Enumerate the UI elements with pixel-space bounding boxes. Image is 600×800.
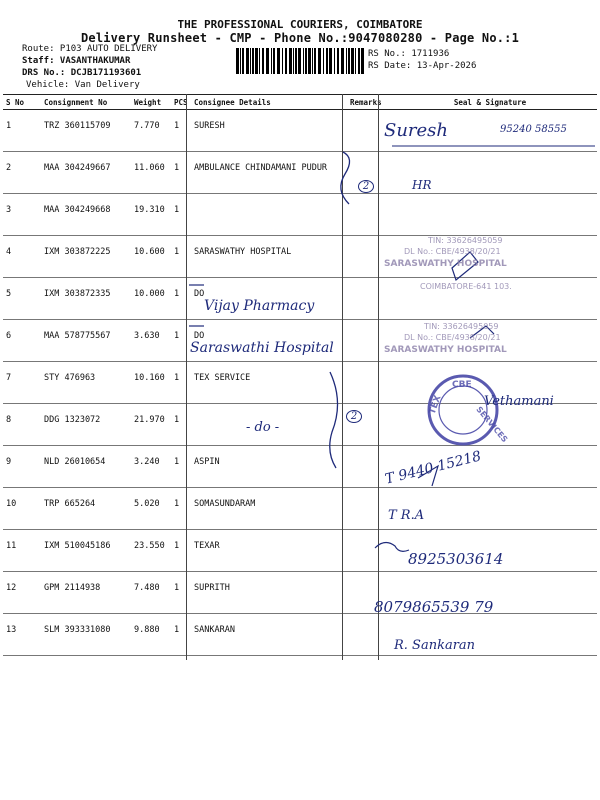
signature-vethamani: Vethamani [484, 394, 554, 409]
cell-pcs: 1 [171, 236, 191, 278]
cell-consignee: SARASWATHY HOSPITAL [191, 236, 347, 278]
cell-pcs: 1 [171, 152, 191, 194]
handwritten-vijay-pharmacy: Vijay Pharmacy [204, 298, 315, 314]
col-weight: Weight [131, 95, 171, 110]
cell-consignment: NLD 26010654 [41, 446, 131, 488]
remark-count-8: 2 [346, 410, 362, 423]
signature-somasundaram: T R.A [388, 508, 425, 523]
staff-label: Staff: VASANTHAKUMAR [22, 56, 131, 66]
cell-consignee: AMBULANCE CHINDAMANI PUDUR [191, 152, 347, 194]
runsheet-title: Delivery Runsheet - CMP - Phone No.:9047080280 - Page No.:1 [80, 31, 520, 45]
cell-weight: 10.600 [131, 236, 171, 278]
signature-suresh: Suresh [384, 120, 449, 141]
cell-consignee: DO [191, 320, 347, 362]
cell-consignee: TEXAR [191, 530, 347, 572]
cell-pcs: 1 [171, 446, 191, 488]
round-stamp-right: SERVICES [474, 404, 510, 445]
cell-pcs: 1 [171, 530, 191, 572]
cell-pcs: 1 [171, 572, 191, 614]
company-title: THE PROFESSIONAL COURIERS, COIMBATORE [177, 18, 423, 31]
col-sno: S No [3, 95, 41, 110]
cell-weight: 9.880 [131, 614, 171, 656]
round-stamp-left: TEX [427, 394, 444, 416]
stamp-address: COIMBATORE-641 103. [420, 282, 512, 291]
cell-sno: 5 [3, 278, 41, 320]
cell-pcs: 1 [171, 362, 191, 404]
stamp-dl-2: DL No.: CBE/4938/20/21 [404, 333, 501, 342]
cell-consignment: TRP 665264 [41, 488, 131, 530]
cell-pcs: 1 [171, 194, 191, 236]
cell-consignment: TRZ 360115709 [41, 110, 131, 152]
cell-weight: 10.160 [131, 362, 171, 404]
route-label: Route: P103 AUTO DELIVERY [22, 44, 158, 54]
cell-consignee: SANKARAN [191, 614, 347, 656]
drs-label: DRS No.: DCJB171193601 [22, 68, 142, 78]
cell-consignment: GPM 2114938 [41, 572, 131, 614]
rs-date: RS Date: 13-Apr-2026 [368, 61, 477, 71]
cell-consignment: MAA 304249667 [41, 152, 131, 194]
remark-count-2: 2 [358, 180, 374, 193]
cell-consignment: MAA 304249668 [41, 194, 131, 236]
stamp-hospital-name: SARASWATHY HOSPITAL [384, 259, 507, 269]
cell-weight: 10.000 [131, 278, 171, 320]
cell-weight: 7.770 [131, 110, 171, 152]
cell-pcs: 1 [171, 278, 191, 320]
cell-consignment: DDG 1323072 [41, 404, 131, 446]
col-consignee: Consignee Details [191, 95, 347, 110]
cell-sno: 12 [3, 572, 41, 614]
phone-suprith: 8079865539 79 [374, 598, 494, 616]
col-remarks: Remarks [347, 95, 383, 110]
stamp-hospital-name-2: SARASWATHY HOSPITAL [384, 345, 507, 355]
vehicle-label: Vehicle: Van Delivery [26, 80, 140, 90]
stamp-dl: DL No.: CBE/4938/20/21 [404, 247, 501, 256]
cell-sno: 7 [3, 362, 41, 404]
cell-pcs: 1 [171, 614, 191, 656]
cell-sno: 11 [3, 530, 41, 572]
col-consignment: Consignment No [41, 95, 131, 110]
cell-sno: 10 [3, 488, 41, 530]
stamp-tin: TIN: 33626495059 [428, 236, 503, 245]
cell-weight: 19.310 [131, 194, 171, 236]
cell-consignee: SURESH [191, 110, 347, 152]
cell-sno: 9 [3, 446, 41, 488]
cell-weight: 3.630 [131, 320, 171, 362]
cell-weight: 11.060 [131, 152, 171, 194]
round-stamp-top: CBE [452, 380, 472, 390]
cell-pcs: 1 [171, 404, 191, 446]
cell-sno: 2 [3, 152, 41, 194]
cell-weight: 23.550 [131, 530, 171, 572]
cell-consignment: IXM 303872335 [41, 278, 131, 320]
signature-sankaran: R. Sankaran [394, 638, 476, 653]
cell-pcs: 1 [171, 320, 191, 362]
handwritten-saraswathi-hospital: Saraswathi Hospital [190, 340, 334, 356]
cell-sno: 3 [3, 194, 41, 236]
cell-sno: 13 [3, 614, 41, 656]
cell-weight: 3.240 [131, 446, 171, 488]
cell-pcs: 1 [171, 110, 191, 152]
cell-sno: 6 [3, 320, 41, 362]
cell-consignment: STY 476963 [41, 362, 131, 404]
rs-number: RS No.: 1711936 [368, 49, 450, 59]
cell-pcs: 1 [171, 488, 191, 530]
col-seal: Seal & Signature [383, 95, 597, 110]
cell-consignment: IXM 510045186 [41, 530, 131, 572]
cell-sno: 1 [3, 110, 41, 152]
cell-consignee: SOMASUNDARAM [191, 488, 347, 530]
cell-consignment: MAA 578775567 [41, 320, 131, 362]
handwritten-do: - do - [246, 420, 280, 435]
cell-consignment: IXM 303872225 [41, 236, 131, 278]
cell-weight: 5.020 [131, 488, 171, 530]
signature-hr: HR [412, 178, 432, 192]
cell-sno: 8 [3, 404, 41, 446]
cell-consignee: TEX SERVICE [191, 362, 347, 404]
phone-suresh: 95240 58555 [500, 124, 567, 135]
cell-consignee: SUPRITH [191, 572, 347, 614]
cell-weight: 7.480 [131, 572, 171, 614]
cell-sno: 4 [3, 236, 41, 278]
stamp-tin-2: TIN: 33626495059 [424, 322, 499, 331]
cell-consignment: SLM 393331080 [41, 614, 131, 656]
cell-consignee: DO [191, 278, 347, 320]
cell-consignee: ASPIN [191, 446, 347, 488]
phone-aspin: T 9440 15218 [383, 448, 483, 488]
phone-texar: 8925303614 [408, 550, 504, 568]
cell-weight: 21.970 [131, 404, 171, 446]
col-pcs: PCS [171, 95, 191, 110]
